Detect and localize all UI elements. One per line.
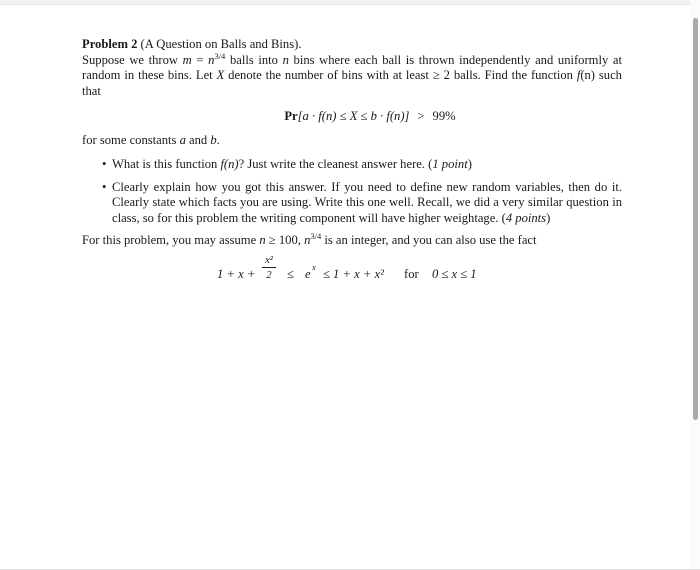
assume-pre: For this problem, you may assume — [82, 233, 260, 248]
intro-part-5: such that — [82, 68, 622, 98]
bullet-dot-icon: • — [102, 156, 107, 171]
assume-exp: 3/4 — [310, 231, 322, 242]
pr-gt: > — [417, 109, 425, 124]
question-list — [82, 157, 622, 226]
constants-mid: and — [185, 133, 211, 148]
q1-expr: f(n) — [220, 156, 239, 171]
const-b: b — [210, 133, 217, 148]
q2-close: ) — [546, 210, 551, 225]
problem-document — [82, 37, 622, 289]
question-item — [82, 180, 622, 227]
function-f: f — [576, 68, 581, 83]
frac-bar — [262, 267, 276, 268]
bullet-dot-icon: • — [102, 179, 107, 194]
var-m: m — [182, 52, 192, 67]
problem-title: Problem 2 — [82, 37, 138, 51]
ineq-lhs: 1 + x + — [217, 266, 256, 281]
problem-subtitle: (A Question on Balls and Bins). — [140, 37, 302, 51]
constants-pre: for some constants — [82, 133, 180, 148]
window-top-edge — [0, 0, 700, 5]
var-n-bins: n — [282, 52, 289, 67]
q2-points: 4 points — [505, 210, 547, 225]
q1-close: ) — [467, 156, 472, 171]
ineq-rhs: ≤ 1 + x + x² — [323, 266, 384, 281]
var-x: X — [216, 68, 225, 83]
function-arg: (n) — [580, 68, 595, 83]
q1-points: 1 point — [432, 156, 468, 171]
q1-text-pre: What is this function — [112, 156, 221, 171]
ineq-range: 0 ≤ x ≤ 1 — [432, 266, 477, 281]
pr-percent: 99% — [432, 109, 456, 124]
assume-ge: ≥ 100, — [265, 233, 305, 248]
q2-text: Clearly explain how you got this answer. If you need to define new random variables, then do it. Clearly state which facts you are using. Write this one well. Recall, we did a very similar question in class, so for this problem the writing component will have higher weightage. ( — [112, 179, 622, 225]
var-n: n — [208, 52, 215, 67]
assume-post: is an integer, and you can also use the fact — [321, 233, 537, 248]
intro-part-1: Suppose we throw — [82, 52, 183, 67]
pr-operator: Pr — [284, 109, 298, 124]
constants-end: . — [216, 133, 220, 148]
intro-eq: = — [191, 52, 209, 67]
probability-statement — [118, 107, 622, 125]
pr-body: [a · f(n) ≤ X ≤ b · f(n)] — [297, 109, 410, 124]
q1-text-post: ? Just write the cleanest answer here. ( — [238, 156, 433, 171]
ineq-fraction — [262, 255, 276, 281]
scrollbar[interactable] — [690, 0, 700, 570]
assume-n2: n — [304, 233, 311, 248]
frac-numerator: x² — [265, 254, 273, 266]
constants-line — [82, 133, 622, 149]
ineq-e: e — [305, 266, 311, 281]
assumption-line — [82, 233, 622, 249]
exponent: 3/4 — [214, 50, 226, 61]
exp-inequality: 1 + x + x² 2 ≤ e x ≤ 1 + x + x² for 0 ≤ x ≤ 1 — [217, 254, 477, 281]
intro-part-4: denote the number of bins with at least ≥ 2 balls. Find the function — [224, 68, 577, 83]
assume-n: n — [259, 233, 266, 248]
intro-part-3: bins where each ball is thrown independently and uniformly at random in these bins. Let — [82, 52, 622, 83]
problem-intro — [82, 37, 622, 99]
const-a: a — [179, 133, 186, 148]
scrollbar-thumb[interactable] — [693, 18, 698, 420]
ineq-for: for — [404, 266, 419, 281]
ineq-le1: ≤ — [287, 266, 294, 281]
question-item — [82, 157, 622, 173]
frac-denominator: 2 — [266, 269, 272, 281]
intro-part-2: balls into — [225, 52, 283, 67]
